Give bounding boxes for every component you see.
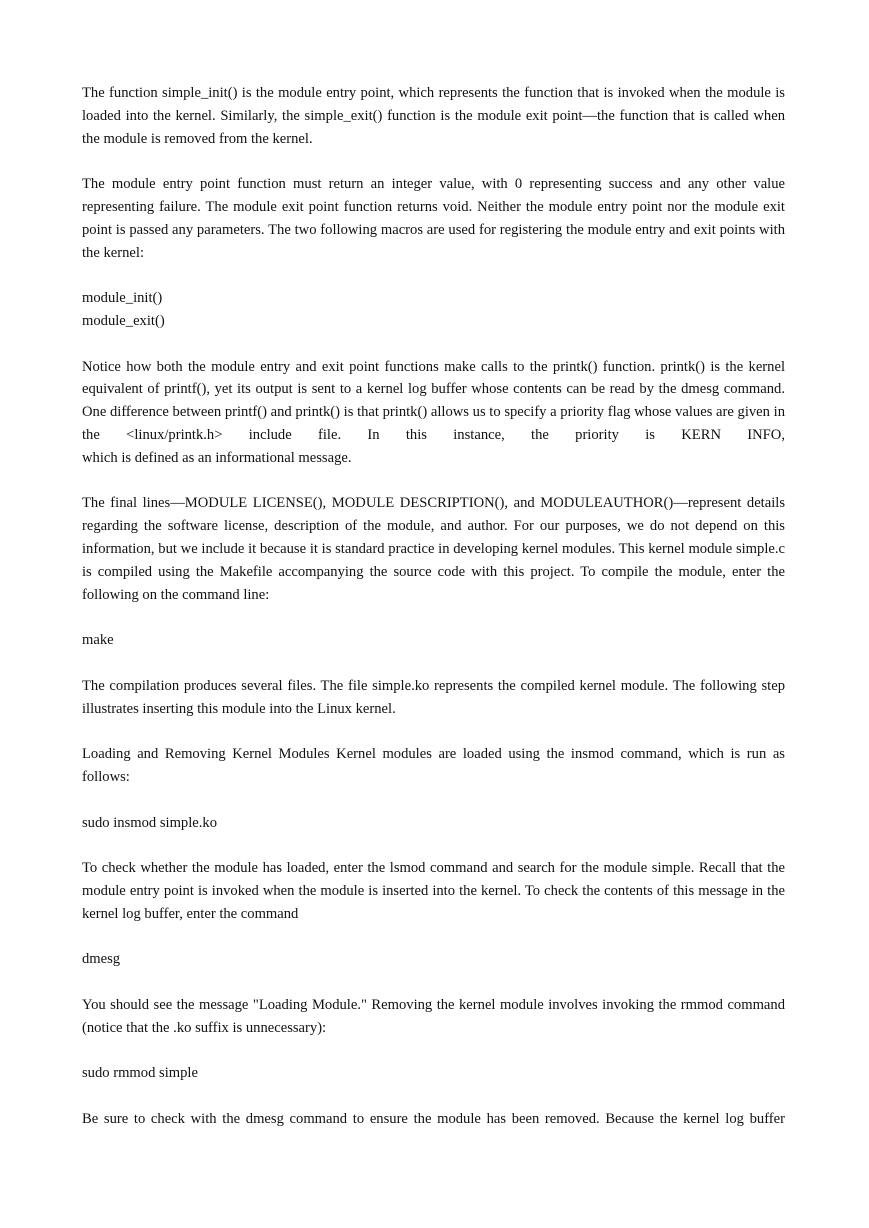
code-insmod: sudo insmod simple.ko (82, 814, 217, 831)
code-line-module-init: module_init() (82, 290, 163, 307)
paragraph-return-values: The module entry point function must return an integer value, with 0 representing success and any other value representing failure. The module exit point function returns void. Neither the module entry point nor the module exit point is passed any parameters. The two following macros are used for registering the module entry and exit points with the kernel: (82, 176, 785, 261)
paragraph-loading-message: You should see the message "Loading Module." Removing the kernel module involves invoking the rmmod command (notice that the .ko suffix is unnecessary): (82, 996, 785, 1036)
paragraph-loading-removing: Loading and Removing Kernel Modules Kernel modules are loaded using the insmod command, which is run as follows: (82, 746, 785, 785)
paragraph-module-entry-exit: The function simple_init() is the module entry point, which represents the function that is invoked when the module is loaded into the kernel. Similarly, the simple_exit() function is the module exit point—the function that is called when the module is removed from the kernel. (82, 85, 785, 147)
paragraph-check-removed: Be sure to check with the dmesg command to ensure the module has been removed. Because the kernel log buffer (82, 1110, 785, 1127)
paragraph-final-lines: The final lines—MODULE LICENSE(), MODULE DESCRIPTION(), and MODULEAUTHOR()—represent details regarding the software license, description of the module, and author. For our purposes, we do not depend on this information, but we include it because it is standard practice in developing kernel modules. This kernel module simple.c is compiled using the Makefile accompanying the source code with this project. To compile the module, enter the following on the command line: (82, 495, 785, 603)
code-line-module-exit: module_exit() (82, 312, 165, 329)
code-rmmod: sudo rmmod simple (82, 1065, 198, 1082)
paragraph-printk-main: Notice how both the module entry and exit point functions make calls to the printk() function. printk() is the kernel equivalent of printf(), yet its output is sent to a kernel log buffer whose contents can be read by the dmesg command. One difference between printf() and printk() is that printk() allows us to specify a priority flag whose values are given in the <linux/printk.h> include file. In this instance, the priority is KERN INFO, (82, 358, 785, 443)
code-dmesg: dmesg (82, 951, 121, 968)
paragraph-compilation: The compilation produces several files. The file simple.ko represents the compiled kernel module. The following step illustrates inserting this module into the Linux kernel. (82, 677, 785, 717)
document-page (82, 82, 785, 1153)
code-make: make (82, 632, 114, 649)
code-block-macros (82, 287, 785, 333)
paragraph-printk (82, 356, 785, 470)
paragraph-printk-tail: which is defined as an informational message. (82, 449, 352, 466)
paragraph-check-loaded: To check whether the module has loaded, enter the lsmod command and search for the module simple. Recall that the module entry point is invoked when the module is inserted into the kernel. To check the contents of this message in the kernel log buffer, enter the command (82, 860, 785, 922)
